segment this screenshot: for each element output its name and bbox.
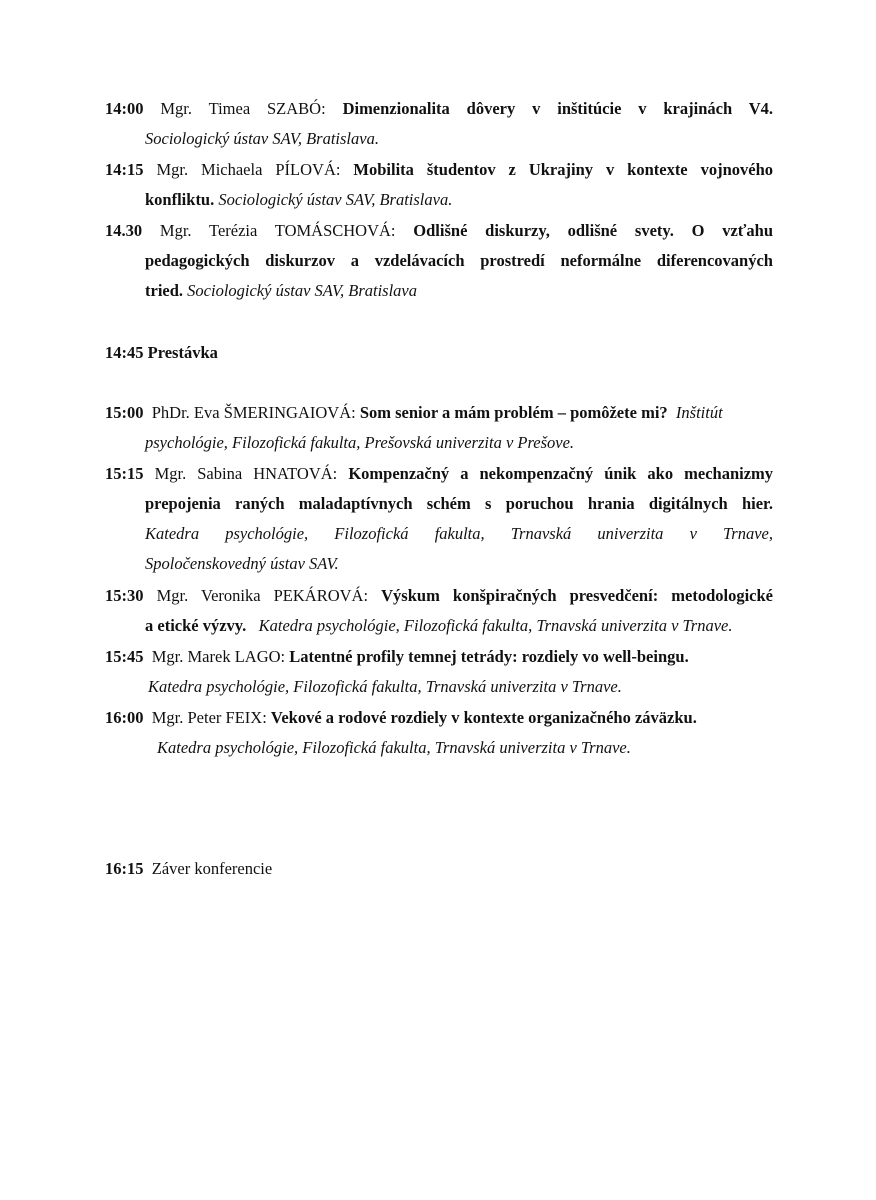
program-closing <box>105 854 773 884</box>
entry-time: 15:15 <box>105 464 144 483</box>
entry-title: Kompenzačný a nekompenzačný únik ako mechanizmy <box>348 464 774 483</box>
entry-time: 14:15 <box>105 160 144 179</box>
program-entry <box>105 398 773 458</box>
entry-title-cont: prepojenia raných maladaptívnych schém s poruchou hrania digitálnych hier. <box>145 494 773 513</box>
program-break <box>105 338 773 368</box>
entry-title-cont: a etické výzvy. <box>145 616 247 635</box>
entry-line <box>105 854 773 884</box>
entry-affiliation: Katedra psychológie, Filozofická fakulta, Trnavská univerzita v Trnave, <box>145 524 773 543</box>
program-entry <box>105 459 773 579</box>
entry-affiliation: Katedra psychológie, Filozofická fakulta, Trnavská univerzita v Trnave. <box>148 677 622 696</box>
entry-time: 14.30 <box>105 221 143 240</box>
entry-speaker: PhDr. Eva ŠMERINGAIOVÁ: <box>151 403 356 422</box>
program-entry <box>105 581 773 641</box>
entry-title: Som senior a mám problém – pomôžete mi? <box>359 403 668 422</box>
entry-speaker: Mgr. Timea SZABÓ: <box>160 99 326 118</box>
entry-line <box>105 338 773 368</box>
program-entry <box>105 703 773 763</box>
entry-time: 14:45 <box>105 343 144 362</box>
entry-line <box>105 398 773 428</box>
entry-line <box>105 155 773 185</box>
entry-title: Dimenzionalita dôvery v inštitúcie v krajinách V4. <box>342 99 774 118</box>
program-entry <box>105 94 773 154</box>
entry-speaker: Mgr. Terézia TOMÁSCHOVÁ: <box>159 221 396 240</box>
entry-affiliation: Sociologický ústav SAV, Bratislava <box>187 281 417 300</box>
entry-line <box>105 611 773 641</box>
entry-title-cont: tried. <box>145 281 184 300</box>
entry-time: 14:00 <box>105 99 144 118</box>
entry-affiliation-cont: psychológie, Filozofická fakulta, Prešovská univerzita v Prešove. <box>145 433 575 452</box>
entry-affiliation: Sociologický ústav SAV, Bratislava. <box>145 129 379 148</box>
entry-title: Latentné profily temnej tetrády: rozdiely vo well-beingu. <box>289 647 689 666</box>
entry-title-cont: pedagogických diskurzov a vzdelávacích prostredí neformálne diferencovaných <box>145 251 773 270</box>
entry-title: Mobilita študentov z Ukrajiny v kontexte vojnového <box>353 160 774 179</box>
entry-affiliation: Katedra psychológie, Filozofická fakulta, Trnavská univerzita v Trnave. <box>258 616 733 635</box>
entry-speaker: Mgr. Sabina HNATOVÁ: <box>154 464 338 483</box>
entry-speaker: Mgr. Veronika PEKÁROVÁ: <box>156 586 369 605</box>
program-entry <box>105 155 773 215</box>
entry-time: 16:00 <box>105 708 144 727</box>
entry-speaker: Mgr. Peter FEIX: <box>151 708 267 727</box>
program-entry <box>105 216 773 306</box>
entry-line <box>105 216 773 246</box>
entry-affiliation: Inštitút <box>675 403 723 422</box>
entry-line <box>105 703 773 733</box>
program-entry <box>105 642 773 702</box>
entry-time: 15:00 <box>105 403 144 422</box>
entry-affiliation: Katedra psychológie, Filozofická fakulta, Trnavská univerzita v Trnave. <box>157 738 631 757</box>
entry-title: Odlišné diskurzy, odlišné svety. O vzťahu <box>413 221 774 240</box>
entry-time: 15:30 <box>105 586 144 605</box>
entry-time: 16:15 <box>105 859 144 878</box>
entry-line <box>105 459 773 489</box>
entry-line <box>105 581 773 611</box>
entry-speaker: Mgr. Marek LAGO: <box>151 647 286 666</box>
entry-speaker: Mgr. Michaela PÍLOVÁ: <box>156 160 341 179</box>
entry-title: Výskum konšpiračných presvedčení: metodologické <box>381 586 773 605</box>
entry-line <box>105 642 773 672</box>
entry-time: 15:45 <box>105 647 144 666</box>
entry-title-cont: konfliktu. <box>145 190 215 209</box>
entry-affiliation: Sociologický ústav SAV, Bratislava. <box>218 190 453 209</box>
closing-label: Záver konferencie <box>151 859 273 878</box>
entry-title: Vekové a rodové rozdiely v kontexte organizačného záväzku. <box>270 708 697 727</box>
entry-affiliation-cont: Spoločenskovedný ústav SAV. <box>145 554 339 573</box>
entry-line <box>105 276 773 306</box>
break-label: Prestávka <box>147 343 218 362</box>
entry-line <box>105 94 773 124</box>
entry-line <box>105 185 773 215</box>
